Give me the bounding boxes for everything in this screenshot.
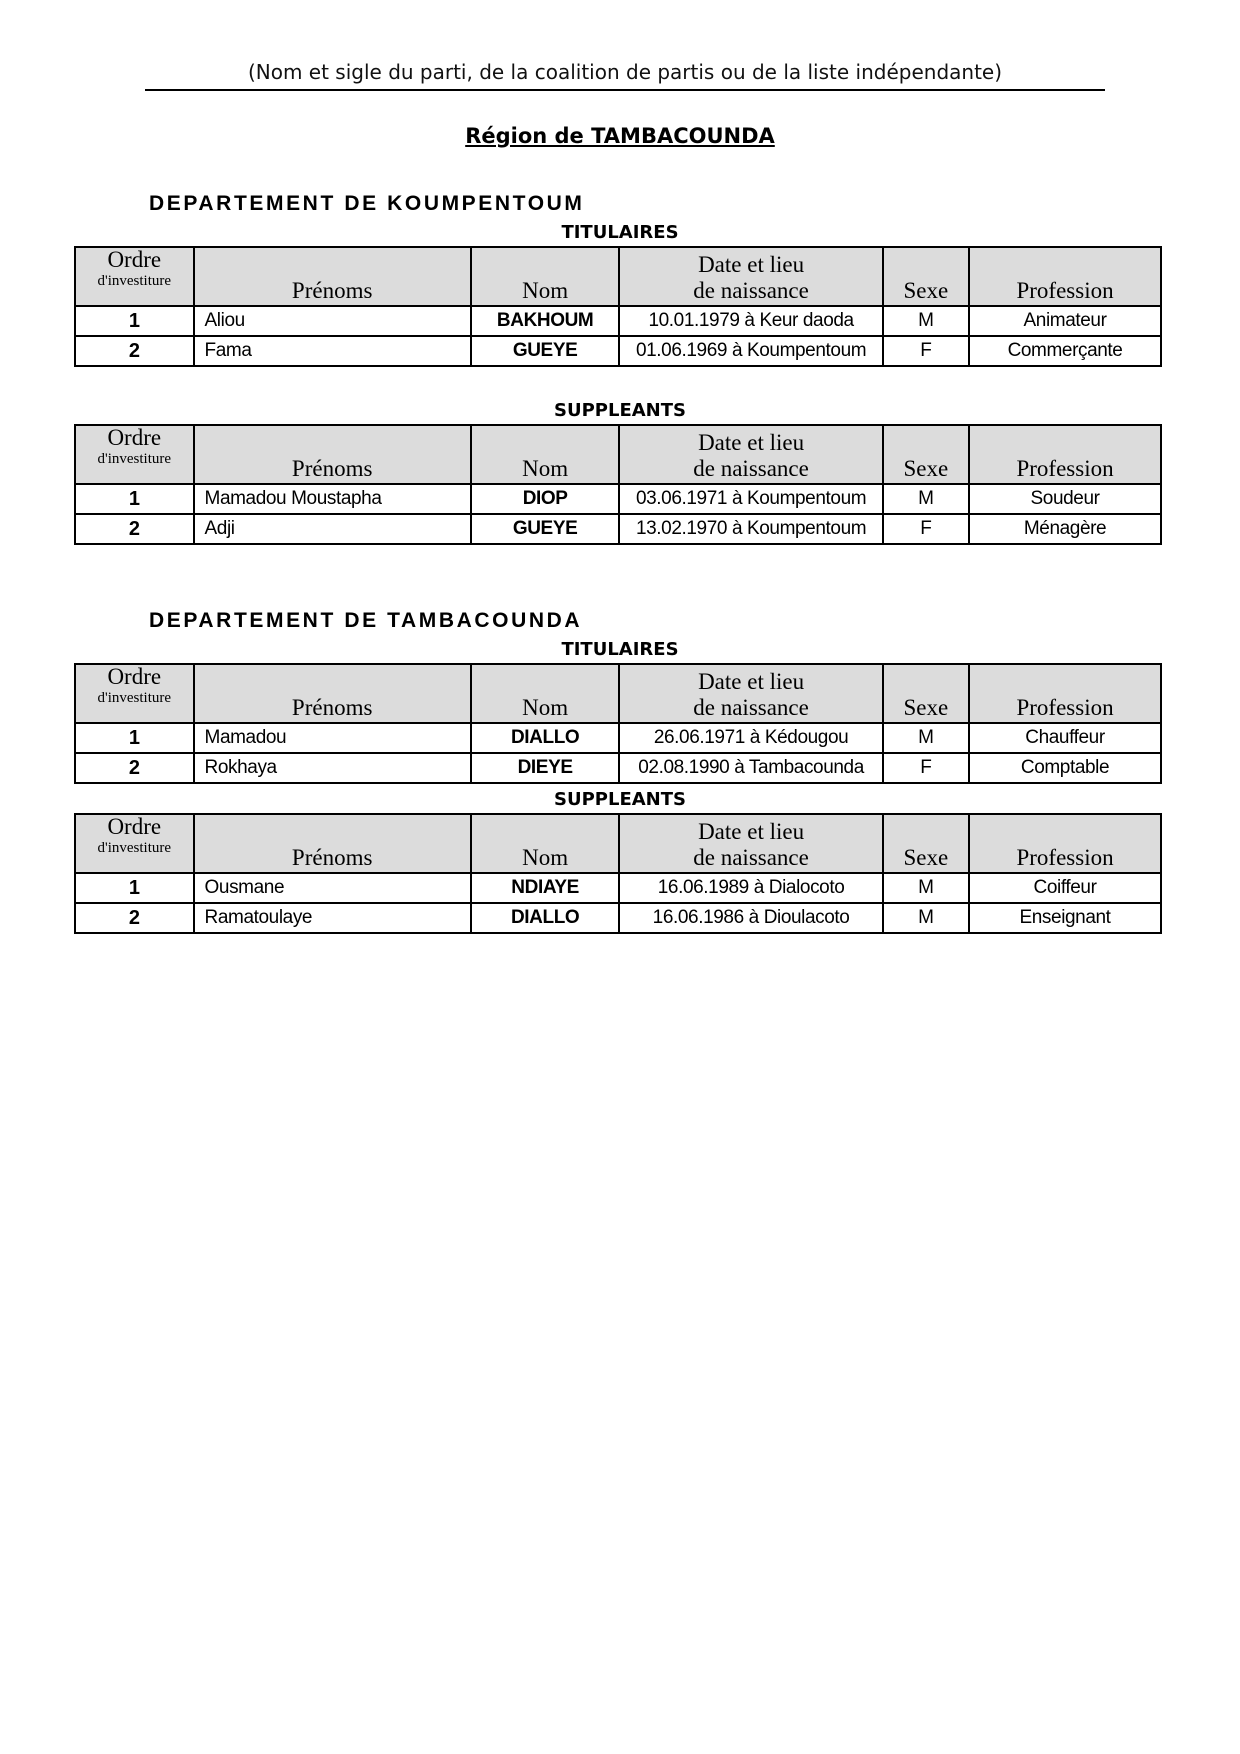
cell-naissance: 02.08.1990 à Tambacounda	[619, 753, 882, 783]
header-naissance	[619, 664, 882, 723]
header-prenoms: Prénoms	[194, 664, 471, 723]
cell-nom: DIEYE	[471, 753, 620, 783]
table-header-row	[75, 664, 1161, 723]
cell-sexe: F	[883, 514, 969, 544]
cell-ordre: 2	[75, 336, 194, 366]
suppleants-table	[74, 813, 1162, 934]
cell-prenoms: Ramatoulaye	[194, 903, 471, 933]
cell-profession: Soudeur	[969, 484, 1161, 514]
titulaires-table	[74, 246, 1162, 367]
party-name-note: (Nom et sigle du parti, de la coalition de partis ou de la liste indépendante)	[247, 60, 1003, 84]
cell-nom: GUEYE	[471, 514, 620, 544]
header-naissance-line1: Date et lieu	[698, 430, 805, 455]
cell-prenoms: Adji	[194, 514, 471, 544]
header-prenoms: Prénoms	[194, 247, 471, 306]
cell-ordre: 2	[75, 514, 194, 544]
header-ordre-sub: d'investiture	[97, 690, 172, 706]
cell-ordre: 1	[75, 873, 194, 903]
cell-profession: Coiffeur	[969, 873, 1161, 903]
table-row	[75, 484, 1161, 514]
header-naissance	[619, 247, 882, 306]
header-sexe: Sexe	[883, 664, 969, 723]
header-naissance-line2: de naissance	[693, 456, 809, 481]
cell-sexe: M	[883, 903, 969, 933]
cell-prenoms: Ousmane	[194, 873, 471, 903]
cell-nom: DIOP	[471, 484, 620, 514]
header-sexe: Sexe	[883, 247, 969, 306]
party-name-rule	[145, 89, 1105, 91]
header-ordre	[75, 664, 194, 723]
cell-sexe: M	[883, 484, 969, 514]
header-naissance-line2: de naissance	[693, 695, 809, 720]
header-ordre-label: Ordre	[107, 247, 162, 272]
header-naissance-line1: Date et lieu	[698, 252, 805, 277]
header-ordre	[75, 814, 194, 873]
table-header-row	[75, 247, 1161, 306]
header-profession: Profession	[969, 664, 1161, 723]
cell-naissance: 10.01.1979 à Keur daoda	[619, 306, 882, 336]
header-nom: Nom	[471, 814, 620, 873]
header-naissance-line2: de naissance	[693, 278, 809, 303]
header-sexe: Sexe	[883, 425, 969, 484]
cell-profession: Chauffeur	[969, 723, 1161, 753]
cell-nom: DIALLO	[471, 903, 620, 933]
header-prenoms: Prénoms	[194, 425, 471, 484]
table-header-row	[75, 425, 1161, 484]
suppleants-label: SUPPLEANTS	[554, 400, 686, 421]
cell-prenoms: Rokhaya	[194, 753, 471, 783]
region-title: Région de TAMBACOUNDA	[465, 124, 775, 148]
cell-naissance: 13.02.1970 à Koumpentoum	[619, 514, 882, 544]
cell-sexe: F	[883, 753, 969, 783]
table-row	[75, 306, 1161, 336]
header-naissance-line1: Date et lieu	[698, 819, 805, 844]
header-naissance-line1: Date et lieu	[698, 669, 805, 694]
cell-profession: Enseignant	[969, 903, 1161, 933]
cell-nom: DIALLO	[471, 723, 620, 753]
cell-naissance: 01.06.1969 à Koumpentoum	[619, 336, 882, 366]
cell-sexe: F	[883, 336, 969, 366]
header-naissance-line2: de naissance	[693, 845, 809, 870]
cell-naissance: 03.06.1971 à Koumpentoum	[619, 484, 882, 514]
titulaires-label: TITULAIRES	[561, 222, 679, 243]
cell-sexe: M	[883, 306, 969, 336]
header-profession: Profession	[969, 814, 1161, 873]
table-row	[75, 873, 1161, 903]
table-row	[75, 336, 1161, 366]
table-row	[75, 723, 1161, 753]
cell-profession: Comptable	[969, 753, 1161, 783]
titulaires-label: TITULAIRES	[561, 639, 679, 660]
cell-profession: Commerçante	[969, 336, 1161, 366]
cell-nom: BAKHOUM	[471, 306, 620, 336]
table-row	[75, 903, 1161, 933]
header-naissance	[619, 425, 882, 484]
table-row	[75, 514, 1161, 544]
titulaires-table	[74, 663, 1162, 784]
header-profession: Profession	[969, 425, 1161, 484]
suppleants-table	[74, 424, 1162, 545]
table-row	[75, 753, 1161, 783]
header-ordre	[75, 247, 194, 306]
header-sexe: Sexe	[883, 814, 969, 873]
cell-naissance: 26.06.1971 à Kédougou	[619, 723, 882, 753]
header-ordre-label: Ordre	[107, 425, 162, 450]
cell-nom: NDIAYE	[471, 873, 620, 903]
header-ordre	[75, 425, 194, 484]
cell-prenoms: Fama	[194, 336, 471, 366]
cell-prenoms: Aliou	[194, 306, 471, 336]
header-profession: Profession	[969, 247, 1161, 306]
cell-prenoms: Mamadou	[194, 723, 471, 753]
header-nom: Nom	[471, 664, 620, 723]
cell-ordre: 1	[75, 306, 194, 336]
cell-ordre: 1	[75, 484, 194, 514]
cell-ordre: 2	[75, 903, 194, 933]
cell-ordre: 2	[75, 753, 194, 783]
header-ordre-sub: d'investiture	[97, 451, 172, 467]
department-title: DEPARTEMENT DE KOUMPENTOUM	[149, 192, 585, 215]
cell-nom: GUEYE	[471, 336, 620, 366]
header-ordre-label: Ordre	[107, 664, 162, 689]
header-naissance	[619, 814, 882, 873]
cell-profession: Animateur	[969, 306, 1161, 336]
cell-prenoms: Mamadou Moustapha	[194, 484, 471, 514]
cell-sexe: M	[883, 873, 969, 903]
header-ordre-label: Ordre	[107, 814, 162, 839]
header-nom: Nom	[471, 247, 620, 306]
cell-naissance: 16.06.1989 à Dialocoto	[619, 873, 882, 903]
cell-sexe: M	[883, 723, 969, 753]
header-prenoms: Prénoms	[194, 814, 471, 873]
header-ordre-sub: d'investiture	[97, 273, 172, 289]
cell-profession: Ménagère	[969, 514, 1161, 544]
cell-naissance: 16.06.1986 à Dioulacoto	[619, 903, 882, 933]
header-ordre-sub: d'investiture	[97, 840, 172, 856]
department-title: DEPARTEMENT DE TAMBACOUNDA	[149, 609, 583, 632]
header-nom: Nom	[471, 425, 620, 484]
cell-ordre: 1	[75, 723, 194, 753]
suppleants-label: SUPPLEANTS	[554, 789, 686, 810]
table-header-row	[75, 814, 1161, 873]
